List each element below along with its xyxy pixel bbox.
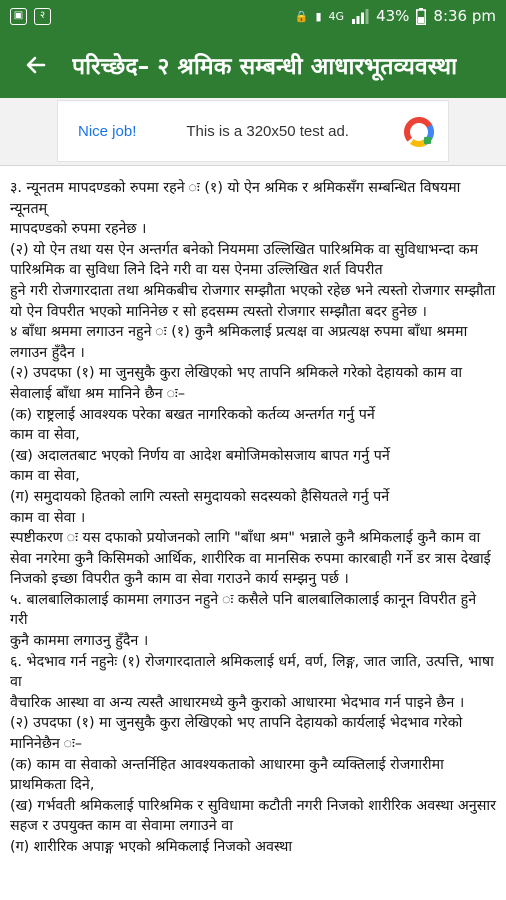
back-arrow-icon bbox=[24, 53, 48, 77]
page-title: परिच्छेद– २ श्रमिक सम्बन्धी आधारभूतव्यवस्था bbox=[72, 54, 458, 80]
paragraph-8: स्पष्टीकरण ः यस दफाको प्रयोजनको लागि "बाँधा श्रम" भन्नाले कुनै श्रमिकलाई कुनै काम वा सेवा नगरेमा कुनै किसिमको आर्थिक, शारीरिक वा मानसिक रुपमा कारबाही गर्ने डर त्रास देखाई निजको इच्छा विपरीत कुनै काम वा सेवा गराउने कार्य सम्झनु पर्छ । bbox=[10, 530, 491, 588]
ad-banner[interactable] bbox=[57, 100, 449, 162]
network-type: 4G bbox=[328, 9, 345, 23]
paragraph-1: ३. न्यूनतम मापदण्डको रुपमा रहने ः (१) यो ऐन श्रमिक र श्रमिकसँग सम्बन्धित विषयमा न्यूनतम् मापदण्डको रुपमा रहनेछ । bbox=[10, 180, 461, 238]
paragraph-12: (क) काम वा सेवाको अन्तर्निहित आवश्यकताको आधारमा कुनै व्यक्तिलाई रोजगारीमा प्राथमिकता दिने, bbox=[10, 756, 444, 794]
paragraph-3: ४ बाँधा श्रममा लगाउन नहुने ः (१) कुनै श्रमिकलाई प्रत्यक्ष वा अप्रत्यक्ष रुपमा बाँधा श्रममा लगाउन हुँदैन । bbox=[10, 324, 468, 361]
ad-text: This is a 320x50 test ad. bbox=[186, 122, 349, 140]
battery-icon bbox=[416, 8, 426, 25]
paragraph-2: (२) यो ऐन तथा यस ऐन अन्तर्गत बनेको नियममा उल्लिखित पारिश्रमिक वा सुविधाभन्दा कम पारिश्रमिक वा सुविधा लिने दिने गरी वा यस ऐनमा उल्लिखित शर्त विपरीत हुने गरी रोजगारदाता तथा श्रमिकबीच रोजगार सम्झौता भएको रहेछ भने त्यस्तो रोजगार सम्झौता यो ऐन विपरीत भएको मानिनेछ र सो हदसम्म त्यस्तो रोजगार सम्झौता बदर हुनेछ । bbox=[10, 241, 496, 320]
ad-nice-label: Nice job! bbox=[78, 122, 137, 140]
paragraph-14: (ग) शारीरिक अपाङ्ग भएको श्रमिकलाई निजको अवस्था bbox=[10, 839, 293, 855]
sim-icon: ▮ bbox=[315, 9, 322, 23]
paragraph-13: (ख) गर्भवती श्रमिकलाई पारिश्रमिक र सुविधामा कटौती नगरी निजको शारीरिक अवस्था अनुसार सहज र उपयुक्त काम वा सेवामा लगाउने वा bbox=[10, 797, 496, 835]
paragraph-11: (२) उपदफा (१) मा जुनसुकै कुरा लेखिएको भए तापनि देहायको कार्यलाई भेदभाव गरेको मानिनेछैन ः– bbox=[10, 715, 463, 753]
clock: 8:36 pm bbox=[433, 7, 496, 25]
paragraph-4: (२) उपदफा (१) मा जुनसुकै कुरा लेखिएको भए तापनि श्रमिकले गरेको देहायको काम वा सेवालाई बाँधा श्रम मानिने छैन ः– bbox=[10, 365, 463, 402]
paragraph-6: (ख) अदालतबाट भएको निर्णय वा आदेश बमोजिमकोसजाय बापत गर्नु पर्ने काम वा सेवा, bbox=[10, 447, 390, 485]
image-icon: ▣ bbox=[10, 8, 27, 25]
signal-icon bbox=[351, 8, 369, 24]
back-button[interactable] bbox=[0, 32, 72, 98]
app-bar bbox=[0, 32, 506, 98]
number-icon: २ bbox=[34, 8, 51, 25]
paragraph-7: (ग) समुदायको हितको लागि त्यस्तो समुदायको सदस्यको हैसियतले गर्नु पर्ने काम वा सेवा । bbox=[10, 488, 390, 526]
battery-percent: 43% bbox=[376, 7, 410, 25]
paragraph-10: ६. भेदभाव गर्न नहुनेः (१) रोजगारदाताले श्रमिकलाई धर्म, वर्ण, लिङ्ग, जात जाति, उत्पत्ति, भाषा वा वैचारिक आस्था वा अन्य त्यस्तै आधारमध्ये कुनै कुराको आधारमा भेदभाव गर्न पाइने छैन । bbox=[10, 653, 494, 711]
paragraph-9: ५. बालबालिकालाई काममा लगाउन नहुने ः कसैले पनि बालबालिकालाई कानून विपरीत हुने गरी कुनै काममा लगाउनु हुँदैन । bbox=[10, 591, 477, 650]
ad-area bbox=[0, 98, 506, 166]
ad-logo-icon bbox=[402, 115, 436, 149]
status-left-icons bbox=[10, 8, 51, 25]
status-right-icons bbox=[295, 7, 496, 25]
paragraph-5: (क) राष्ट्रलाई आवश्यक परेका बखत नागरिकको कर्तव्य अन्तर्गत गर्नु पर्ने काम वा सेवा, bbox=[10, 406, 375, 444]
chapter-content[interactable] bbox=[0, 166, 506, 900]
lock-icon: 🔒 bbox=[294, 9, 309, 23]
status-bar bbox=[0, 0, 506, 32]
